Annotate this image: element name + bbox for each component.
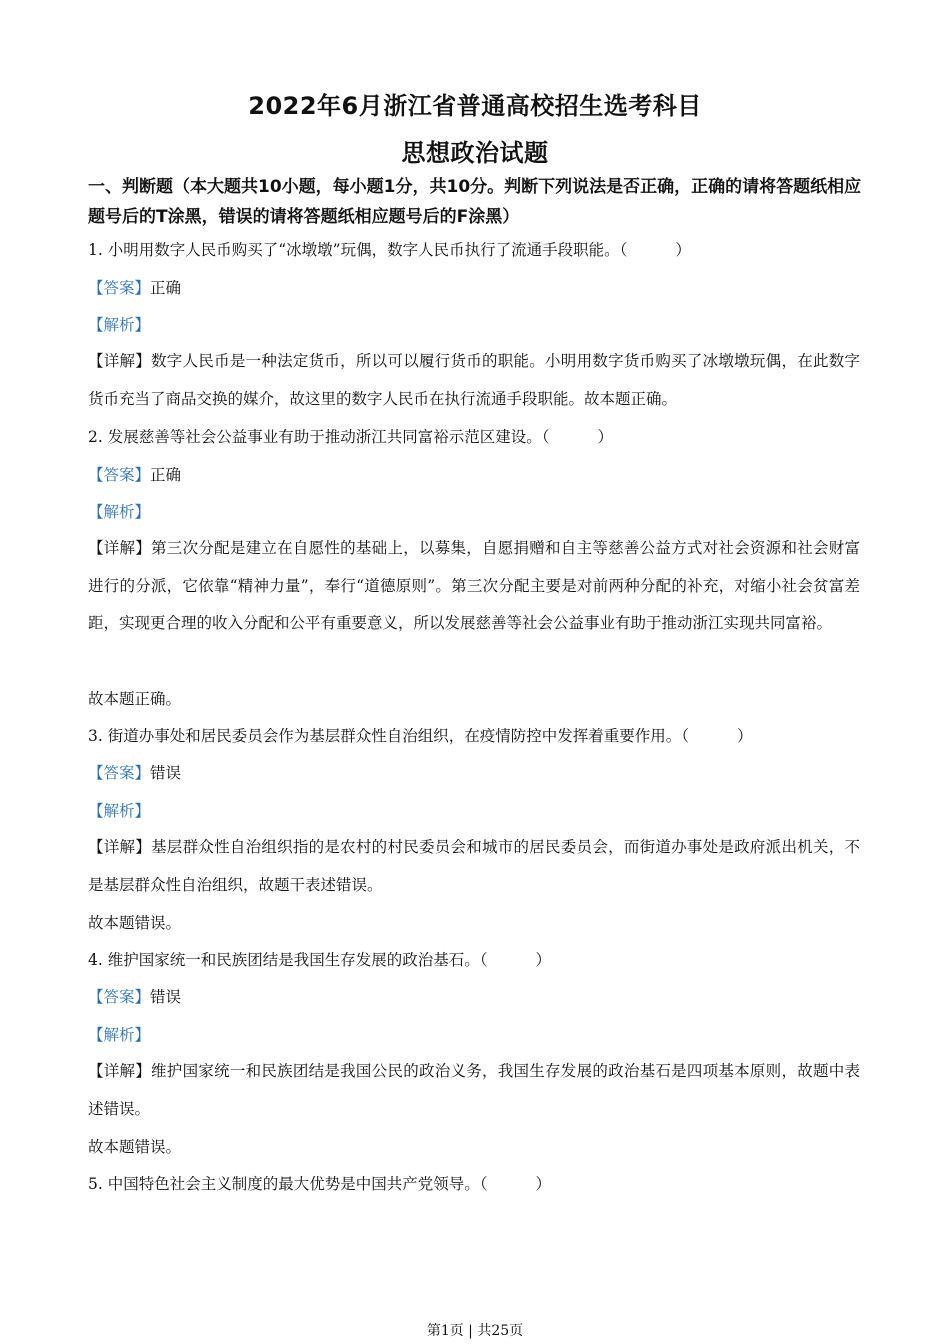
- detail-label: 【详解】: [88, 838, 152, 856]
- question-1-answer: 【答案】正确: [88, 279, 182, 297]
- answer-label: 【答案】: [88, 988, 151, 1006]
- question-4-conclusion: 故本题错误。: [88, 1138, 182, 1156]
- analysis-label: 【解析】: [88, 316, 151, 334]
- question-2-analysis: [88, 500, 150, 524]
- page-footer: 第1页 | 共25页: [426, 1323, 524, 1339]
- analysis-label: 【解析】: [88, 1026, 151, 1044]
- question-4-detail: 【详解】维护国家统一和民族团结是我国公民的政治义务，我国生存发展的政治基石是四项基本原则，故题中表述错误。: [88, 1062, 860, 1118]
- question-3-conclusion: 故本题错误。: [88, 914, 182, 932]
- question-2-conclusion: 故本题正确。: [88, 690, 182, 708]
- question-1-analysis: [88, 313, 150, 337]
- detail-label: 【详解】: [88, 1062, 152, 1080]
- question-4-analysis: [88, 1023, 150, 1047]
- question-5-stem: 5. 中国特色社会主义制度的最大优势是中国共产党领导。（ ）: [88, 1175, 551, 1193]
- question-2-answer: 【答案】正确: [88, 466, 182, 484]
- section-heading: 一、判断题（本大题共10小题，每小题1分，共10分。判断下列说法是否正确，正确的请将答题纸相应题号后的T涂黑，错误的请将答题纸相应题号后的F涂黑）: [88, 177, 862, 227]
- question-2-stem: 2. 发展慈善等社会公益事业有助于推动浙江共同富裕示范区建设。（ ）: [88, 428, 613, 446]
- document-subtitle: 思想政治试题: [401, 139, 549, 167]
- detail-label: 【详解】: [88, 539, 152, 557]
- question-3-answer: 【答案】错误: [88, 764, 182, 782]
- question-3-analysis: [88, 799, 150, 823]
- analysis-label: 【解析】: [88, 802, 151, 820]
- question-4-answer: 【答案】错误: [88, 988, 182, 1006]
- question-1-stem: 1. 小明用数字人民币购买了“冰墩墩”玩偶，数字人民币执行了流通手段职能。（ ）: [88, 241, 691, 259]
- analysis-label: 【解析】: [88, 503, 151, 521]
- answer-label: 【答案】: [88, 466, 151, 484]
- question-3-stem: 3. 街道办事处和居民委员会作为基层群众性自治组织，在疫情防控中发挥着重要作用。（ ）: [88, 727, 753, 745]
- answer-label: 【答案】: [88, 279, 151, 297]
- answer-label: 【答案】: [88, 764, 151, 782]
- question-3-detail: 【详解】基层群众性自治组织指的是农村的村民委员会和城市的居民委员会，而街道办事处是政府派出机关，不是基层群众性自治组织，故题干表述错误。: [88, 838, 860, 894]
- document-title: 2022年6月浙江省普通高校招生选考科目: [248, 92, 702, 120]
- detail-label: 【详解】: [88, 352, 152, 370]
- question-4-stem: 4. 维护国家统一和民族团结是我国生存发展的政治基石。（ ）: [88, 951, 551, 969]
- question-1-detail: 【详解】数字人民币是一种法定货币，所以可以履行货币的职能。小明用数字货币购买了冰墩墩玩偶，在此数字货币充当了商品交换的媒介，故这里的数字人民币在执行流通手段职能。故本题正确。: [88, 352, 860, 408]
- question-2-detail: 【详解】第三次分配是建立在自愿性的基础上，以募集，自愿捐赠和自主等慈善公益方式对社会资源和社会财富进行的分派，它依靠“精神力量”，奉行“道德原则”。第三次分配主要是对前两种分配的补充，对缩小社会贫富差距，实现更合理的收入分配和公平有重要意义，所以发展慈善等社会公益事业有助于推动浙江实现共同富裕。: [88, 539, 860, 632]
